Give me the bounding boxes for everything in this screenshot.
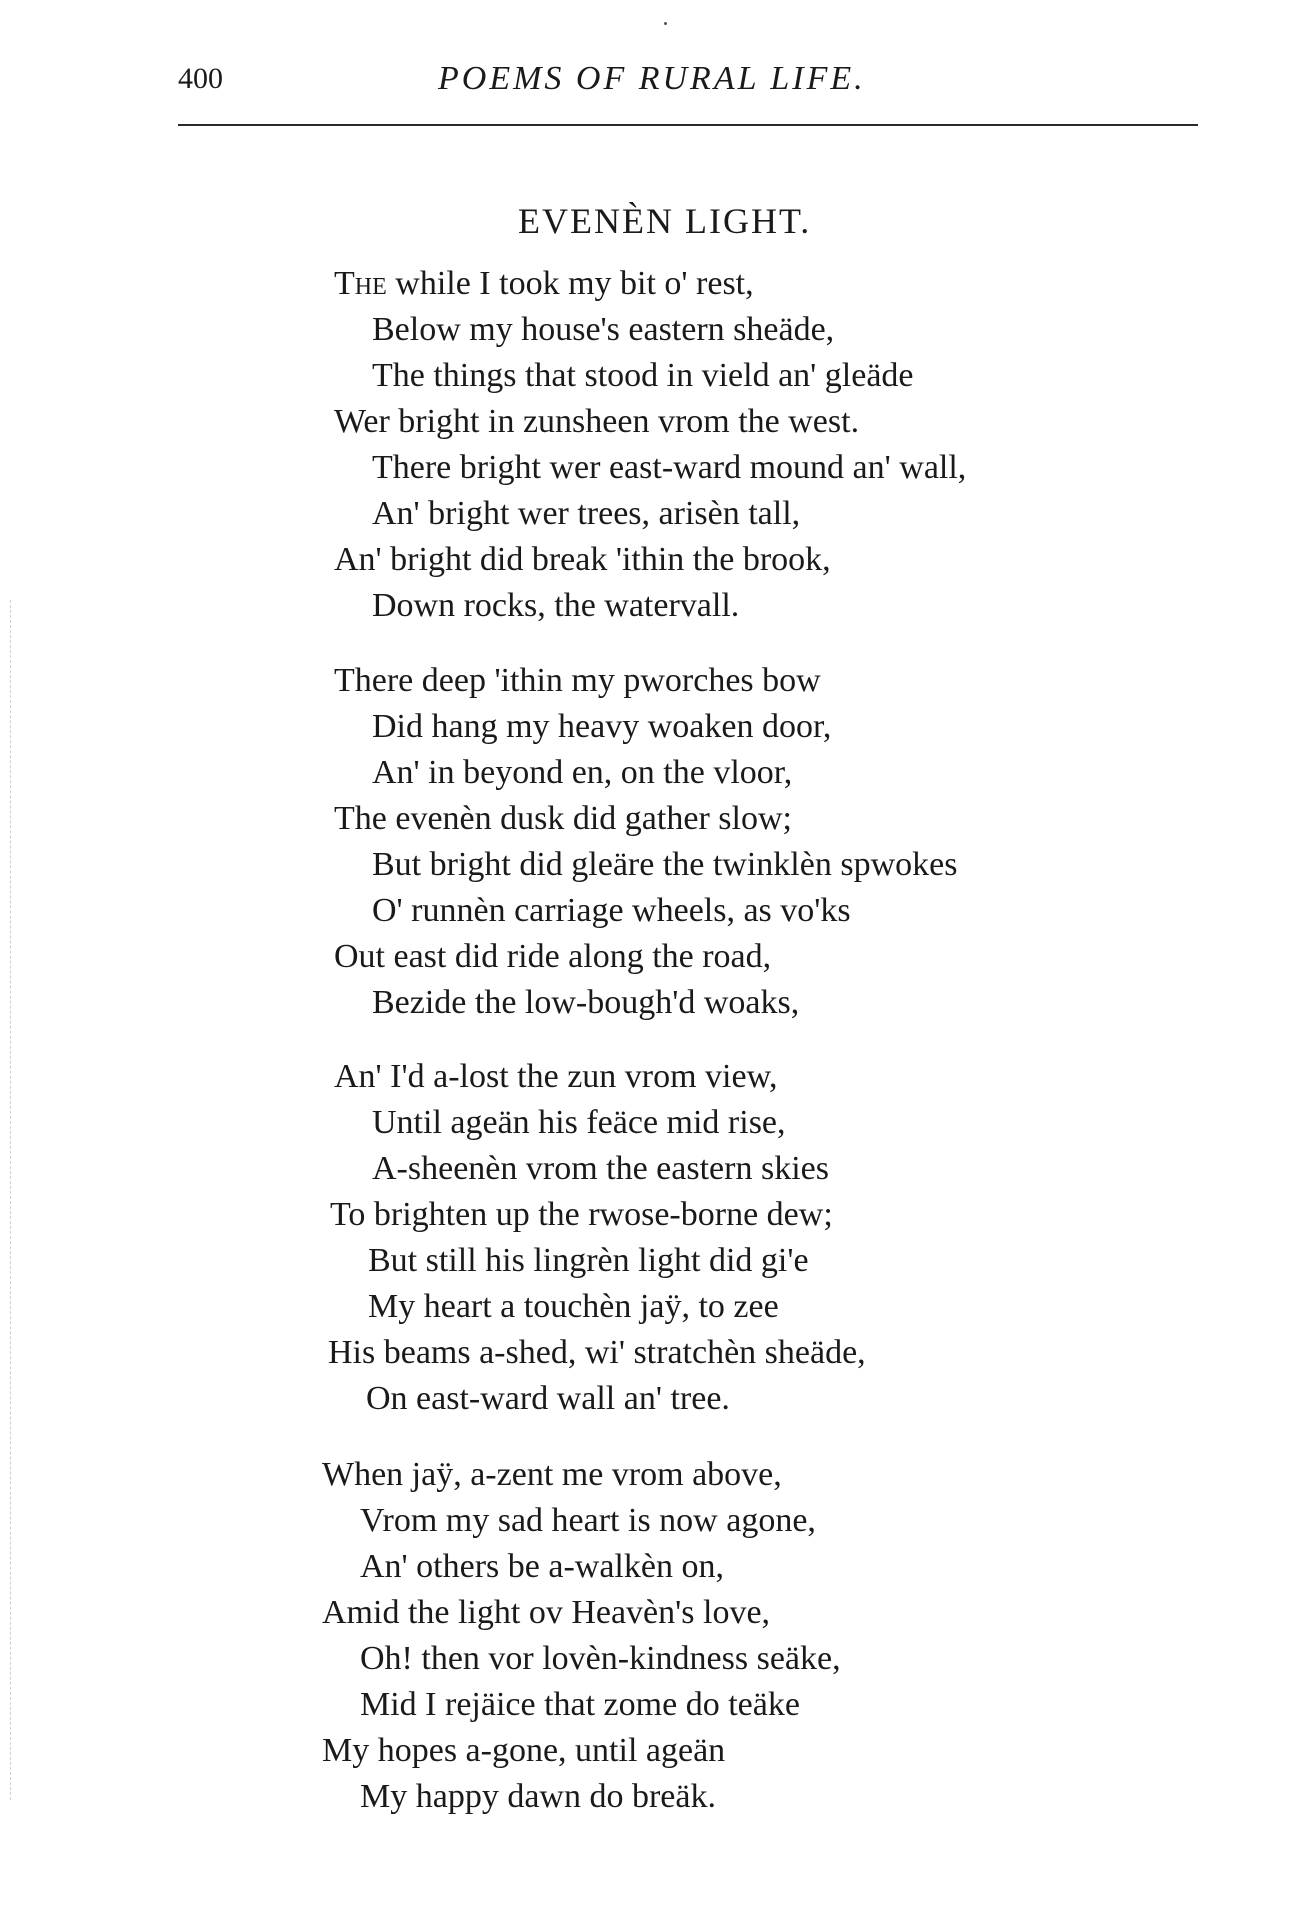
poem-line: An' in beyond en, on the vloor, — [372, 754, 793, 791]
poem-line: Oh! then vor lovèn-kindness seäke, — [360, 1640, 841, 1677]
poem-line: Out east did ride along the road, — [334, 938, 772, 975]
poem-line: Until ageän his feäce mid rise, — [372, 1104, 786, 1141]
poem-line: There deep 'ithin my pworches bow — [334, 662, 821, 699]
poem-line: Amid the light ov Heavèn's love, — [322, 1594, 771, 1631]
poem-line: An' I'd a-lost the zun vrom view, — [334, 1058, 778, 1095]
print-speck — [664, 22, 667, 25]
poem-line: A-sheenèn vrom the eastern skies — [372, 1150, 829, 1187]
poem-title: EVENÈN LIGHT. — [518, 201, 812, 241]
poem-line: The evenèn dusk did gather slow; — [334, 800, 792, 837]
poem-line: But bright did gleäre the twinklèn spwokes — [372, 846, 958, 883]
poem-line: An' others be a-walkèn on, — [360, 1548, 724, 1585]
poem-line: On east-ward wall an' tree. — [366, 1380, 730, 1417]
poem-line: O' runnèn carriage wheels, as vo'ks — [372, 892, 851, 929]
poem-line: The things that stood in vield an' gleäde — [372, 357, 914, 394]
poem-line: Mid I rejäice that zome do teäke — [360, 1686, 800, 1723]
page-number: 400 — [178, 62, 223, 95]
poem-line: My hopes a-gone, until ageän — [322, 1732, 726, 1769]
opening-word: The — [334, 265, 387, 302]
poem-line: But still his lingrèn light did gi'e — [368, 1242, 809, 1279]
poem-line: Bezide the low-bough'd woaks, — [372, 984, 800, 1021]
poem-line: There bright wer east-ward mound an' wall, — [372, 449, 967, 486]
poem-line: When jaÿ, a-zent me vrom above, — [322, 1456, 782, 1493]
poem-line: His beams a-shed, wi' stratchèn sheäde, — [328, 1334, 866, 1371]
header-rule — [178, 124, 1198, 126]
poem-line: My heart a touchèn jaÿ, to zee — [368, 1288, 779, 1325]
poem-line: The while I took my bit o' rest, — [334, 265, 754, 302]
poem-line: Down rocks, the watervall. — [372, 587, 740, 624]
poem-line: Below my house's eastern sheäde, — [372, 311, 835, 348]
margin-dots — [10, 600, 11, 1800]
poem-line: An' bright did break 'ithin the brook, — [334, 541, 831, 578]
running-title: POEMS OF RURAL LIFE. — [438, 60, 866, 97]
poem-line: To brighten up the rwose-borne dew; — [330, 1196, 833, 1233]
poem-line: My happy dawn do breäk. — [360, 1778, 716, 1815]
poem-line: Vrom my sad heart is now agone, — [360, 1502, 816, 1539]
poem-line: Did hang my heavy woaken door, — [372, 708, 832, 745]
poem-line: An' bright wer trees, arisèn tall, — [372, 495, 801, 532]
poem-line: Wer bright in zunsheen vrom the west. — [334, 403, 860, 440]
